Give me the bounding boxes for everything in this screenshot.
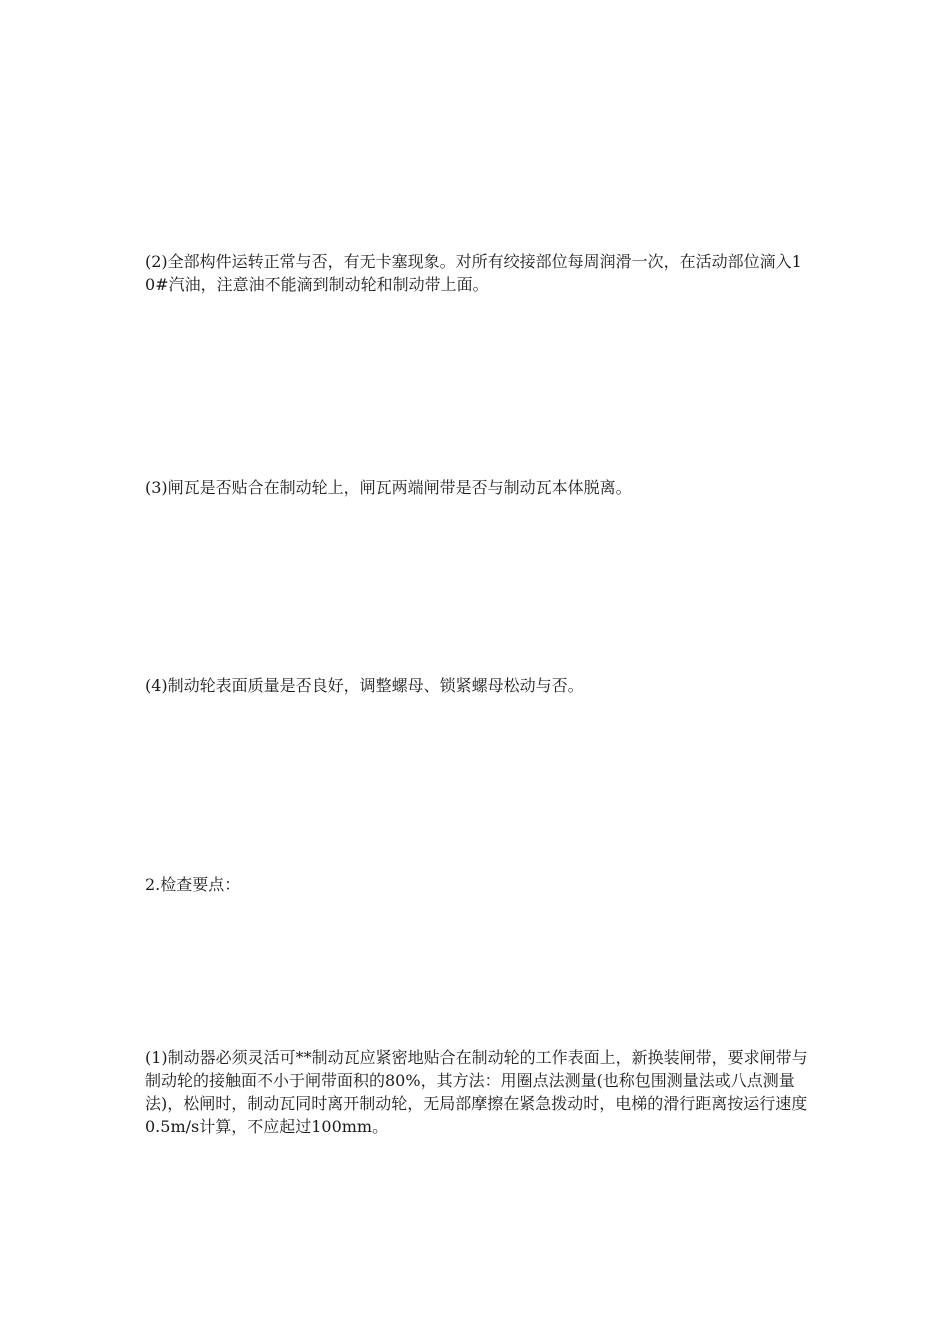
paragraph-item-2: (2)全部构件运转正常与否，有无卡塞现象。对所有绞接部位每周润滑一次，在活动部位滴入10#汽油，注意油不能滴到制动轮和制动带上面。 — [145, 252, 802, 294]
paragraph-item-3: (3)闸瓦是否贴合在制动轮上，闸瓦两端闸带是否与制动瓦本体脱离。 — [145, 478, 632, 497]
paragraph-item-4: (4)制动轮表面质量是否良好，调整螺母、锁紧螺母松动与否。 — [145, 676, 584, 695]
paragraph-check-item-1: (1)制动器必须灵活可**制动瓦应紧密地贴合在制动轮的工作表面上，新换装闸带，要求闸带与制动轮的接触面不小于闸带面积的80%，其方法：用圈点法测量(也称包围测量法或八点测量法)，松闸时，制动瓦同时离开制动轮，无局部摩擦在紧急拨动时，电梯的滑行距离按运行速度0.5m/s计算，不应起过100mm。 — [145, 1048, 808, 1136]
section-heading-inspection-points: 2.检查要点： — [145, 875, 241, 894]
